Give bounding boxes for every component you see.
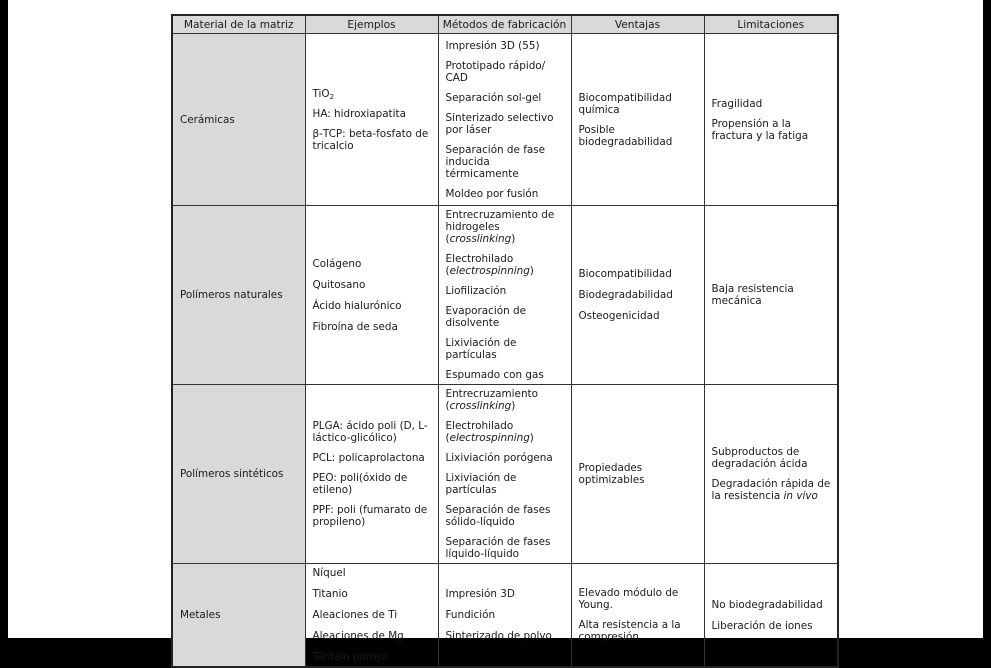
methods-cell <box>438 34 571 206</box>
advantages-cell <box>571 385 704 564</box>
method-item: Fundición <box>445 609 496 621</box>
advantage-item: Biocompatibilidad <box>578 268 672 280</box>
method-item: Lixiviación de partículas <box>445 337 517 361</box>
example-item: HA: hidroxiapatita <box>312 107 406 120</box>
limitation-item: Degradación rápida de la resistencia in vivo <box>711 478 831 502</box>
table-row <box>172 385 838 564</box>
example-item: β-TCP: beta-fosfato de tricalcio <box>312 127 429 152</box>
examples-cell <box>305 34 438 206</box>
example-item: Ácido hialurónico <box>312 299 402 312</box>
example-item: Quitosano <box>312 278 366 291</box>
material-cell: Cerámicas <box>172 34 305 206</box>
header-advantages: Ventajas <box>571 15 704 34</box>
advantage-item: Biocompatibilidad química <box>578 91 672 116</box>
table-row <box>172 206 838 385</box>
header-examples: Ejemplos <box>305 15 438 34</box>
example-item: Titanio <box>312 588 348 600</box>
header-methods: Métodos de fabricación <box>438 15 571 34</box>
examples-cell <box>305 385 438 564</box>
limitation-item: Liberación de iones <box>711 619 813 632</box>
method-item: Separación sol-gel <box>445 91 542 104</box>
example-item: PEO: poli(óxido de etileno) <box>312 472 408 496</box>
method-item: Separación de fases líquido-líquido <box>445 536 551 560</box>
method-item: Prototipado rápido/ CAD <box>445 59 546 84</box>
method-item: Entrecruzamiento (crosslinking) <box>445 388 538 412</box>
advantage-item: Alta resistencia a la compresión <box>578 619 681 643</box>
advantage-item: Elevado módulo de Young. <box>578 587 679 611</box>
example-item: Aleaciones de Ti <box>312 609 398 621</box>
method-item: Sinterizado de polvo <box>445 630 552 642</box>
table-header-row <box>172 15 838 34</box>
advantages-cell <box>571 34 704 206</box>
limitation-item: Fragilidad <box>711 97 763 110</box>
method-item: Sinterizado selectivo por láser <box>445 111 554 136</box>
material-cell: Polímeros sintéticos <box>172 385 305 564</box>
limitation-item: Subproductos de degradación ácida <box>711 446 808 470</box>
method-item: Electrohilado (electrospinning) <box>445 253 534 277</box>
method-item: Electrohilado (electrospinning) <box>445 420 534 444</box>
method-item: Separación de fase inducida térmicamente <box>445 143 546 180</box>
method-item: Lixiviación de partículas <box>445 472 517 496</box>
limitations-cell <box>704 34 838 206</box>
advantage-item: Posible biodegradabilidad <box>578 123 673 148</box>
method-item: Entrecruzamiento de hidrogeles (crosslinking) <box>445 209 555 245</box>
methods-cell <box>438 206 571 385</box>
example-item: PCL: policaprolactona <box>312 452 425 464</box>
method-item: Impresión 3D <box>445 588 515 600</box>
method-item: Moldeo por fusión <box>445 187 539 200</box>
method-item: Separación de fases sólido-líquido <box>445 504 551 528</box>
document-page <box>8 0 983 663</box>
method-item: Liofilización <box>445 285 507 297</box>
example-item: Níquel <box>312 567 346 579</box>
material-cell: Polímeros naturales <box>172 206 305 385</box>
header-material: Material de la matriz <box>172 15 305 34</box>
method-item: Lixiviación porógena <box>445 452 553 464</box>
limitation-item: Propensión a la fractura y la fatiga <box>711 117 809 142</box>
method-item: Evaporación de disolvente <box>445 305 527 329</box>
examples-cell <box>305 564 438 668</box>
limitation-item: Baja resistencia mecánica <box>711 283 794 307</box>
advantages-cell <box>571 564 704 668</box>
header-limitations: Limitaciones <box>704 15 838 34</box>
examples-cell <box>305 206 438 385</box>
table-row <box>172 34 838 206</box>
advantage-item: Osteogenicidad <box>578 310 660 322</box>
advantage-item: Propiedades optimizables <box>578 462 645 486</box>
scaffold-materials-table <box>171 14 839 668</box>
method-item: Espumado con gas <box>445 369 544 381</box>
methods-cell <box>438 385 571 564</box>
example-item: Colágeno <box>312 257 362 270</box>
limitations-cell <box>704 564 838 668</box>
limitation-item: No biodegradabilidad <box>711 598 823 611</box>
example-item: Fibroína de seda <box>312 320 398 333</box>
example-item: Aleaciones de Mg <box>312 630 404 642</box>
example-item: Tántalo poroso <box>312 651 389 663</box>
example-item: TiO$_2$ <box>312 87 335 101</box>
methods-cell <box>438 564 571 668</box>
method-item: Impresión 3D (55) <box>445 39 540 52</box>
material-cell: Metales <box>172 564 305 668</box>
limitations-cell <box>704 385 838 564</box>
example-item: PPF: poli (fumarato de propileno) <box>312 504 428 528</box>
table-row <box>172 564 838 668</box>
advantages-cell <box>571 206 704 385</box>
advantage-item: Biodegradabilidad <box>578 289 673 301</box>
limitations-cell <box>704 206 838 385</box>
example-item: PLGA: ácido poli (D, L-láctico-glicólico) <box>312 420 428 444</box>
